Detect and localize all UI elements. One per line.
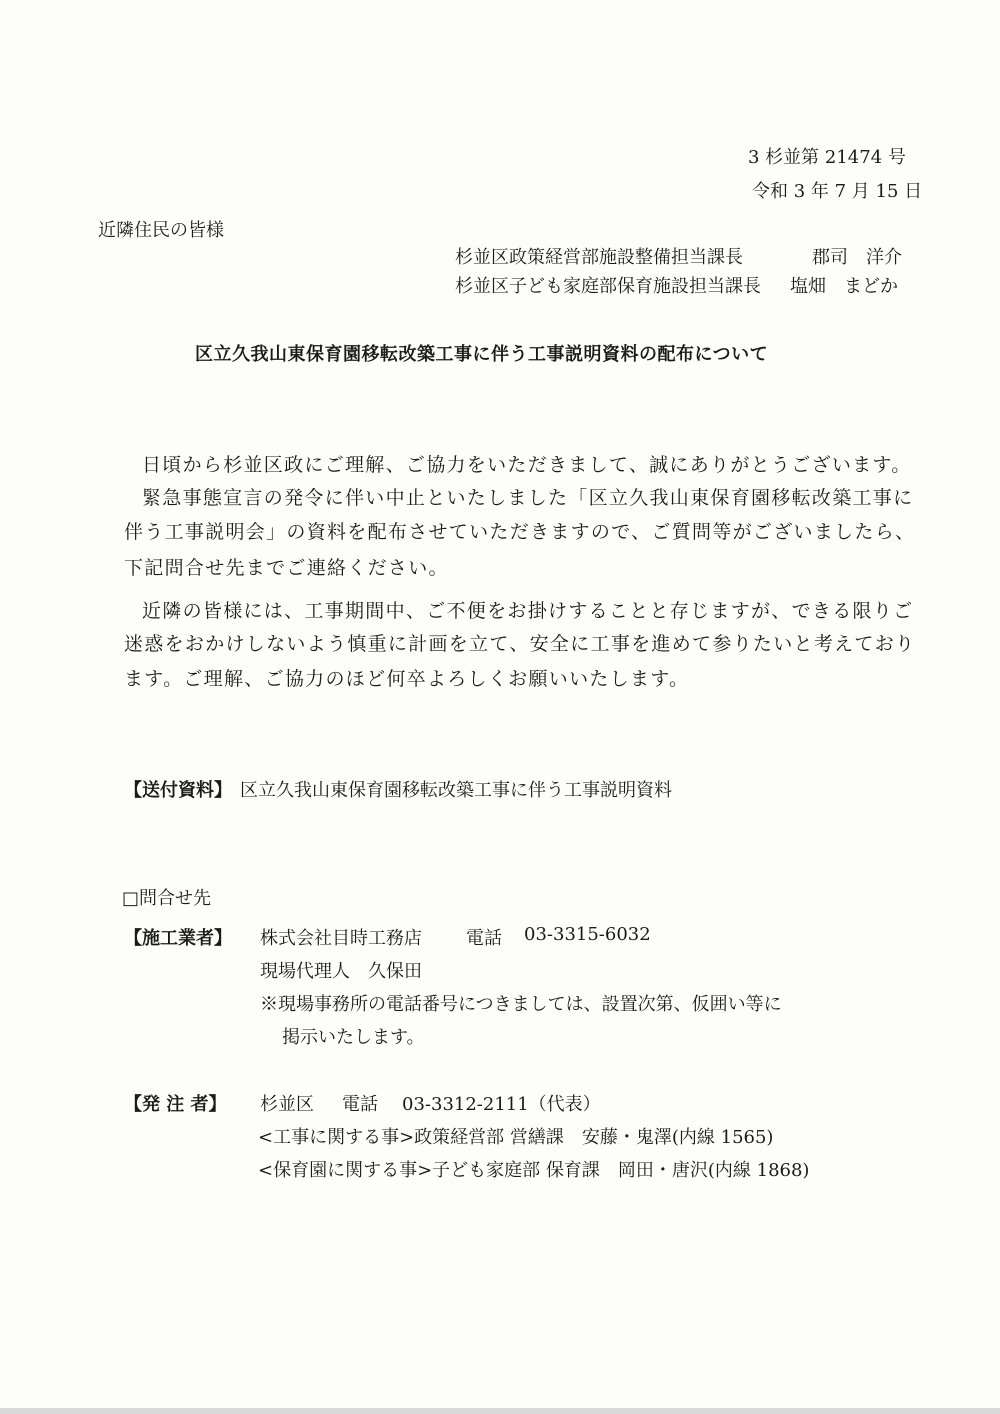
doc-number: 3 杉並第 21474 号: [748, 147, 906, 168]
orderer-org: 杉並区: [260, 1094, 314, 1115]
orderer-phone: 03-3312-2111（代表）: [402, 1094, 601, 1115]
body-line: 近隣の皆様には、工事期間中、ご不便をお掛けすることと存じますが、できる限りご: [142, 600, 914, 622]
document-title: 区立久我山東保育園移転改築工事に伴う工事説明資料の配布について: [195, 344, 769, 365]
scan-bottom-edge: [0, 1408, 1000, 1414]
contractor-phone-label: 電話: [466, 928, 502, 949]
doc-date: 令和 3 年 7 月 15 日: [752, 181, 923, 202]
contact-heading: □問合せ先: [122, 888, 212, 909]
contractor-agent: 現場代理人 久保田: [260, 961, 422, 982]
sender-2-dept: 杉並区子ども家庭部保育施設担当課長: [455, 276, 761, 297]
orderer-contact-construction: <工事に関する事>政策経営部 営繕課 安藤・鬼澤(内線 1565): [258, 1127, 774, 1148]
contractor-phone: 03-3315-6032: [524, 924, 651, 945]
orderer-label: 【発 注 者】: [124, 1094, 227, 1115]
sender-2-name: 塩畑 まどか: [790, 276, 898, 297]
contractor-note-cont: 掲示いたします。: [282, 1027, 425, 1048]
addressee: 近隣住民の皆様: [98, 220, 224, 241]
body-line: 下記問合せ先までご連絡ください。: [124, 557, 449, 579]
orderer-contact-nursery: <保育園に関する事>子ども家庭部 保育課 岡田・唐沢(内線 1868): [258, 1160, 810, 1181]
body-line: 迷惑をおかけしないよう慎重に計画を立て、安全に工事を進めて参りたいと考えており: [124, 633, 916, 655]
orderer-phone-label: 電話: [342, 1094, 378, 1115]
sender-1-name: 郡司 洋介: [812, 247, 902, 268]
sender-1-dept: 杉並区政策経営部施設整備担当課長: [455, 247, 743, 268]
body-line: ます。ご理解、ご協力のほど何卒よろしくお願いいたします。: [124, 668, 690, 690]
contractor-label: 【施工業者】: [124, 928, 232, 949]
contractor-company: 株式会社目時工務店: [260, 928, 422, 949]
body-line: 日頃から杉並区政にご理解、ご協力をいただきまして、誠にありがとうございます。: [142, 454, 912, 476]
attachment-label: 【送付資料】: [124, 780, 232, 801]
body-line: 緊急事態宣言の発令に伴い中止といたしました「区立久我山東保育園移転改築工事に: [142, 487, 914, 509]
contractor-note: ※現場事務所の電話番号につきましては、設置次第、仮囲い等に: [260, 994, 782, 1015]
body-line: 伴う工事説明会」の資料を配布させていただきますので、ご質問等がございましたら、: [124, 521, 916, 543]
attachment-text: 区立久我山東保育園移転改築工事に伴う工事説明資料: [240, 780, 672, 801]
